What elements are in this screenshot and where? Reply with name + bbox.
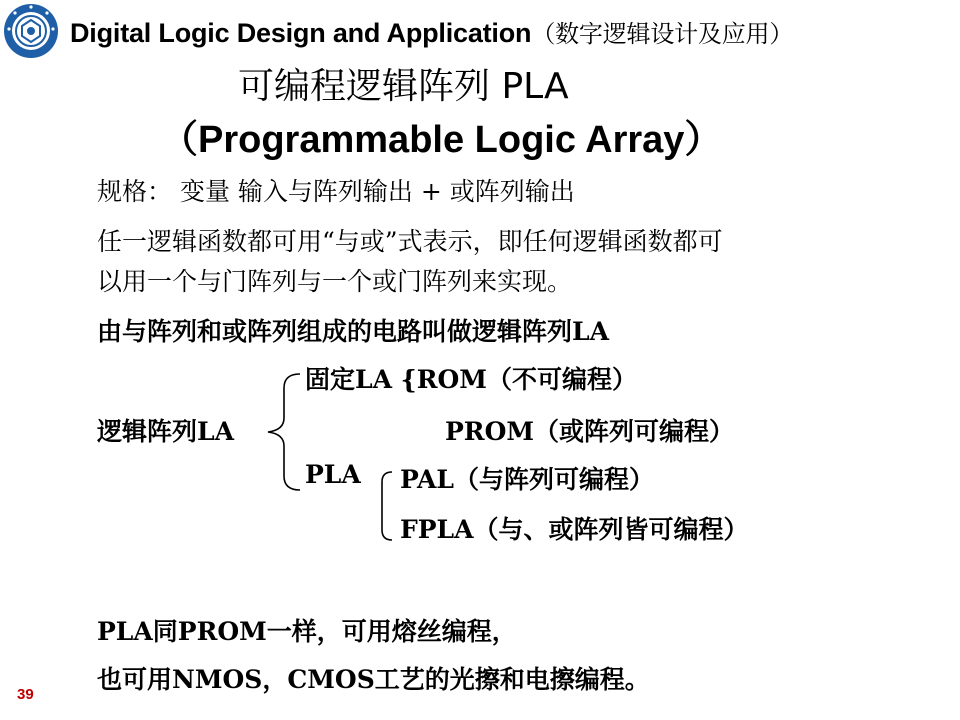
la-label: 逻辑阵列LA (97, 417, 234, 446)
pla-process-line: 也可用NMOS，CMOS工艺的光擦和电擦编程。 (97, 665, 650, 694)
la-brace (264, 372, 304, 492)
spec-line: 规格： 变量 输入与阵列输出 + 或阵列输出 (97, 177, 575, 206)
fpla-item: FPLA（与、或阵列皆可编程） (400, 515, 749, 544)
header-title-cn: （数字逻辑设计及应用） (531, 21, 794, 48)
slide-title-cn: 可编程逻辑阵列 PLA (238, 66, 569, 107)
pal-item: PAL（与阵列可编程） (400, 465, 654, 494)
any-logic-line-1: 任一逻辑函数都可用“与或”式表示，即任何逻辑函数都可 (97, 227, 723, 256)
any-logic-line-2: 以用一个与门阵列与一个或门阵列来实现。 (97, 267, 573, 296)
header-title-en: Digital Logic Design and Application (70, 18, 532, 48)
university-logo (2, 2, 60, 60)
pla-brace (368, 470, 396, 542)
slide-title-en: （Programmable Logic Array） (160, 119, 723, 161)
prom-item: PROM（或阵列可编程） (445, 417, 735, 446)
la-definition: 由与阵列和或阵列组成的电路叫做逻辑阵列LA (97, 317, 609, 346)
page-number: 39 (17, 686, 34, 703)
header-title (70, 14, 793, 49)
pla-label: PLA (305, 460, 361, 489)
pla-fuse-line: PLA同PROM一样，可用熔丝编程， (97, 617, 517, 646)
fixed-la-item: 固定LA {ROM（不可编程） (305, 365, 637, 394)
